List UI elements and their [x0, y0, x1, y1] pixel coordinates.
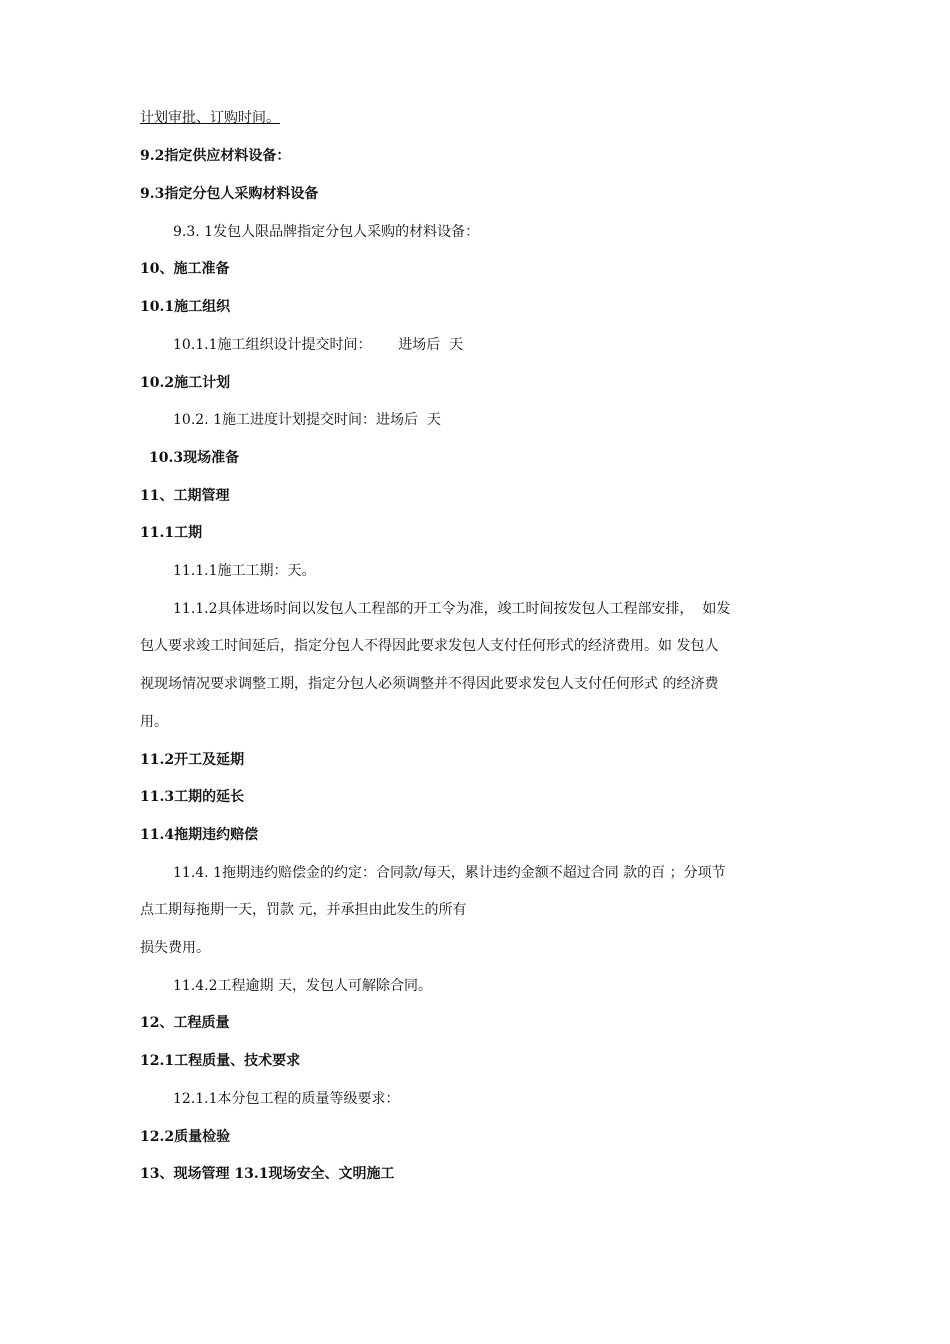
- clause-11-1-1: 11.1.1施工工期：天。: [173, 563, 316, 579]
- heading-11-4: 11.4拖期违约赔偿: [140, 827, 259, 843]
- clause-11-1-2-line-1: 11.1.2具体进场时间以发包人工程部的开工令为准，竣工时间按发包人工程部安排， 如发: [173, 601, 731, 617]
- clause-11-1-2-line-4: 用。: [140, 714, 168, 730]
- heading-10: 10、施工准备: [140, 261, 230, 277]
- heading-10-1: 10.1施工组织: [140, 299, 231, 315]
- clause-9-3-1: 9.3. 1发包人限品牌指定分包人采购的材料设备：: [173, 224, 480, 240]
- text-line-order-time: 计划审批、订购时间。: [140, 110, 280, 126]
- heading-12: 12、工程质量: [140, 1015, 230, 1031]
- clause-11-4-2: 11.4.2工程逾期 天，发包人可解除合同。: [173, 978, 432, 994]
- heading-9-3: 9.3指定分包人采购材料设备: [140, 186, 319, 202]
- clause-11-1-2-line-3: 视现场情况要求调整工期，指定分包人必须调整并不得因此要求发包人支付任何形式 的经济费: [140, 676, 719, 692]
- heading-12-2: 12.2质量检验: [140, 1129, 231, 1145]
- heading-13: 13、现场管理 13.1现场安全、文明施工: [140, 1166, 395, 1182]
- clause-11-4-1-line-3: 损失费用。: [140, 940, 210, 956]
- clause-12-1-1: 12.1.1本分包工程的质量等级要求：: [173, 1091, 400, 1107]
- clause-11-1-2-line-2: 包人要求竣工时间延后，指定分包人不得因此要求发包人支付任何形式的经济费用。如 发包人: [140, 638, 719, 654]
- heading-10-3: 10.3现场准备: [149, 450, 240, 466]
- clause-11-4-1-line-1: 11.4. 1拖期违约赔偿金的约定：合同款/每天，累计违约金额不超过合同 款的百 ；分项节: [173, 865, 726, 881]
- clause-11-4-1-line-2: 点工期每拖期一天，罚款 元，并承担由此发生的所有: [140, 902, 467, 918]
- clause-10-1-1: 10.1.1施工组织设计提交时间： 进场后 天: [173, 337, 464, 353]
- heading-10-2: 10.2施工计划: [140, 375, 231, 391]
- heading-11-1: 11.1工期: [140, 525, 203, 541]
- heading-9-2: 9.2指定供应材料设备：: [140, 148, 291, 164]
- heading-11: 11、工期管理: [140, 488, 230, 504]
- heading-11-3: 11.3工期的延长: [140, 789, 245, 805]
- heading-11-2: 11.2开工及延期: [140, 752, 245, 768]
- clause-10-2-1: 10.2. 1施工进度计划提交时间：进场后 天: [173, 412, 441, 428]
- heading-12-1: 12.1工程质量、技术要求: [140, 1053, 301, 1069]
